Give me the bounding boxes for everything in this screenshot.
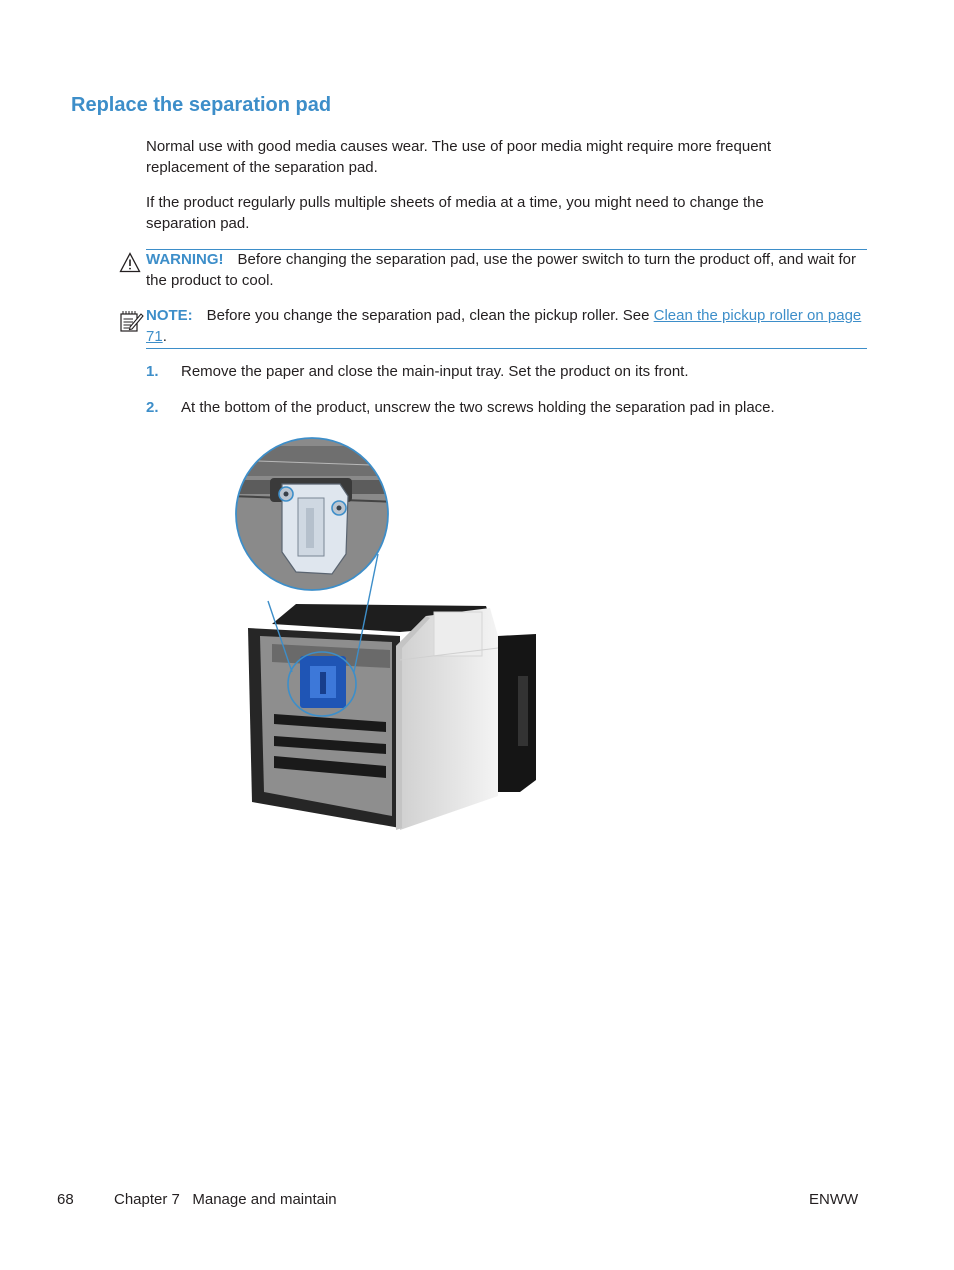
- warning-callout: [146, 249, 866, 291]
- note-callout: [146, 305, 866, 347]
- separation-pad-illustration: [230, 436, 550, 836]
- pickup-roller-link[interactable]: Clean the pickup roller on page 71: [146, 307, 862, 345]
- note-label: NOTE:: [146, 307, 193, 324]
- intro-paragraph-2: If the product regularly pulls multiple sheets of media at a time, you might need to change the separation pad.: [146, 194, 764, 232]
- warning-text: Before changing the separation pad, use the power switch to turn the product off, and wait for the product to cool.: [146, 251, 856, 289]
- step-2-text: At the bottom of the product, unscrew the two screws holding the separation pad in place.: [181, 399, 775, 416]
- warning-label: WARNING!: [146, 251, 224, 268]
- note-text: Before you change the separation pad, clean the pickup roller. See: [206, 307, 654, 324]
- printer-body: [248, 604, 536, 830]
- note-text-end: .: [162, 328, 167, 345]
- step-1-text: Remove the paper and close the main-input tray. Set the product on its front.: [181, 363, 689, 380]
- note-pad-icon: [119, 309, 145, 333]
- intro-paragraph-1: Normal use with good media causes wear. The use of poor media might require more frequent replacement of the separation pad.: [146, 138, 772, 176]
- step-1-number: 1.: [146, 363, 159, 380]
- chapter-title: Chapter 7 Manage and maintain: [114, 1191, 337, 1208]
- note-bottom-rule: [146, 348, 867, 349]
- section-title: Replace the separation pad: [71, 94, 332, 116]
- locale-code: ENWW: [809, 1191, 859, 1208]
- warning-triangle-icon: [119, 252, 141, 273]
- step-2-number: 2.: [146, 399, 159, 416]
- page-number: 68: [57, 1191, 74, 1208]
